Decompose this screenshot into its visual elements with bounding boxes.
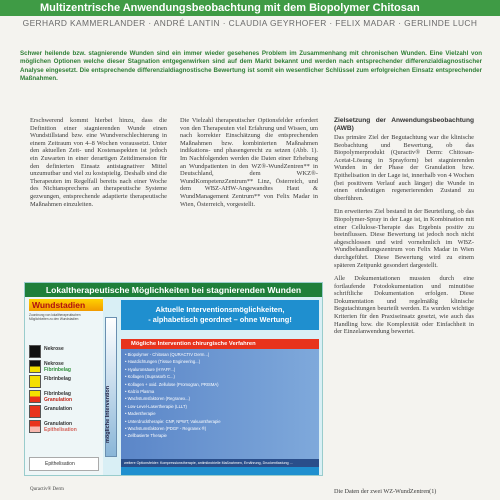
list-item: • Wachstumsfaktoren (PDGF - Regranex ®): [125, 426, 207, 432]
stage-row: [29, 420, 99, 434]
figure-title: Lokaltherapeutische Möglichkeiten bei stagnierenden Wunden: [25, 283, 322, 297]
article-subtitle: Multizentrische Anwendungsbeobachtung mit dem Biopolymer Chitosan: [0, 0, 500, 16]
epithelisation-bar: Epithelisation: [29, 457, 99, 471]
list-item: • Kalzio Plasma: [125, 389, 155, 395]
list-item: • Biopolymer - Chitosan (QURACTIV Derm...): [125, 352, 210, 357]
stage-label: Fibrinbelag: [44, 376, 71, 382]
stage-swatch: [29, 390, 41, 403]
list-item: • Kollagen + oxid. Zellulose (Promogran, PRISMA): [125, 381, 219, 387]
text-column-2: [180, 117, 318, 214]
list-item: • Kollagen (Suprasorb C...): [125, 374, 175, 380]
figure-stagnating-wounds: [24, 282, 323, 476]
wundstadien-description: Zuordnung von lokaltherapeutischen Möglichkeiten zu den Wundstadien: [29, 313, 81, 321]
wound-stage-panel: [25, 297, 103, 475]
wundstadien-header: Wundstadien: [29, 299, 103, 311]
stage-row: [29, 345, 99, 359]
footnote: Quractiv® Derm: [30, 487, 64, 492]
list-item: • Wachstumsfaktoren (Regranex...): [125, 396, 191, 402]
abstract-text: Schwer heilende bzw. stagnierende Wunden sind ein immer wieder gesehenes Problem im Zusammenhang mit chronischen Wunden. Eine Vielzahl von möglichen Optionen welche dieser Stagnation entgegenwirken sind auf dem Markt bekannt und werden nach entsprechender differenzialdiagnostischer Analyse eingesetzt. Die entsprechende differenzialdiagnostische Bewertung ist somit ein wesentlicher Schlüssel zum erfolgreichen Einsatz entsprechender Maßnahmen.: [20, 50, 482, 82]
list-item: • Unterdrucktherapie: CNP, NPWT, Vakuumtherapie: [125, 418, 221, 424]
paragraph: Die Vielzahl therapeutischer Optionsfelder erfordert von den Therapeuten viel Erfahrung und Wissen, um nach korrekter Einschätzung die entsprechenden Maßnahmen bzw. kombinierten Maßnahmen indikations- und phasengerecht zu setzen (Abb. 1). Im Nachfolgenden werden die Daten einer Erhebung an Wundpatienten in den WZ®-WundZentren** in Deutschland, dem WKZ®-WundKompetenzZentrum** Linz, Österreich, und dem WBZ-AHW-Angewandtes Haut & WundManagement Zentrum** von Felix Madar in Wien, Österreich, vorgestellt.: [180, 117, 318, 208]
list-item: • Madentherapie: [125, 411, 156, 417]
stage-label: Fibrinbelag Granulation: [44, 391, 73, 403]
paragraph: Das primäre Ziel der Begutachtung war die klinische Beobachtung und Bewertung, ob das Biopolymerprodukt (Quractiv® Derm: Chitosan-Acetat-Lösung in Sprayform) bei stagnierenden Wunden in der Phase der Granulation bzw. Epithelisation in der Lage ist, innerhalb von 4 Wochen (bei positivem Verlauf auch länger) die Wunde in einen eindeutigen regenerierenden Zustand zu überführen.: [334, 134, 474, 202]
current-interventions-box: Aktuelle Interventionsmöglichkeiten, - alphabetisch geordnet – ohne Wertung!: [121, 300, 319, 330]
author-list: GERHARD KAMMERLANDER · ANDRÉ LANTIN · CLAUDIA GEYRHOFER · FELIX MADAR · GERLINDE LUCH: [22, 18, 478, 28]
text-column-3: [334, 117, 474, 342]
list-item: • Hautdichtungen (Tissue Engineering...): [125, 359, 201, 365]
paragraph: Ein erweitertes Ziel bestand in der Beurteilung, ob das Biopolymer-Spray in der Lage ist, in Kombination mit einer Cellulose-Therapie das Ergebnis positiv zu beeinflussen. Diese Bewertung ist jedoch noch nicht abgeschlossen und wird vornehmlich im WBZ-Wundbehandlungszentrum von Felix Madar in Wien durchgeführt. Diese Bewertung wird zu einem späteren Zeitpunkt gesondert dargestellt.: [334, 208, 474, 269]
stage-row: [29, 375, 99, 389]
stage-label: Granulation Epithelisation: [44, 421, 77, 433]
stage-swatch: [29, 405, 41, 418]
stage-label: Nekrose Fibrinbelag: [44, 361, 71, 373]
stage-swatch: [29, 420, 41, 433]
list-item: • Hyaluronsäure (HYAFF...): [125, 366, 176, 372]
stage-label: Granulation: [44, 406, 73, 412]
stage-row: [29, 390, 99, 404]
figure-bottom-bar: [121, 467, 319, 475]
intervention-arrow-label: mögliche Intervention: [105, 385, 111, 443]
stage-swatch: [29, 375, 41, 388]
intervention-list: [121, 349, 319, 459]
stage-label: Nekrose: [44, 346, 64, 352]
paragraph: Erschwerend kommt hierbei hinzu, dass die Definition einer stagnierenden Wunde einen Wundstillstand bzw. eine Wundverschlechterung in einem Zeitraum von 4–8 Wochen voraussetzt. Unter den aktuellen Zeit- und Kostenaspekten ist jedoch ein Zuwarten in einer derartigen Zeitdimension für den definierten Einsatz antistagnativer Mittel unzumutbar und viel zu kostspielig. Deshalb sind die Therapeuten im Regelfall bereits nach einer Woche des Nichtansprechens an therapeutische Systeme gezwungen, entsprechende adaptierte therapeutische Maßnahmen einzuleiten.: [30, 117, 167, 208]
list-item: • Zellbasierte Therapie: [125, 433, 167, 439]
stage-row: [29, 405, 99, 419]
stage-swatch: [29, 360, 41, 373]
list-item: • Low-Level-Lasertherapie (LLLT): [125, 403, 187, 409]
text-column-1: [30, 117, 167, 214]
stage-row: [29, 360, 99, 374]
section-heading: Zielsetzung der Anwendungsbeobachtung (AWB): [334, 117, 474, 132]
further-options-bar: weitere Optionsfelder: Kompressionstherapie, antimikrobielle Maßnahmen, Ernährung, Druckentlastung ...: [121, 459, 319, 467]
stage-swatch: [29, 345, 41, 358]
surgical-intervention-bar: Mögliche Intervention chirurgische Verfahren: [121, 339, 319, 349]
column-continuation: Die Daten der zwei WZ-WundZentren(1): [334, 488, 437, 495]
paragraph: Alle Dokumentationen mussten durch eine fortlaufende Fotodokumentation und minutiöse schriftliche Dokumentation erfolgen. Diese Dokumentation und regelmäßig klinische Begutachtungen beurteilt werden. Es wurden wichtige Kriterien für den Praxiseinsatz gesetzt, wie auch das Handling bzw. die Komplexität oder Einfachheit in der Einzelanwendung bewertet.: [334, 275, 474, 336]
